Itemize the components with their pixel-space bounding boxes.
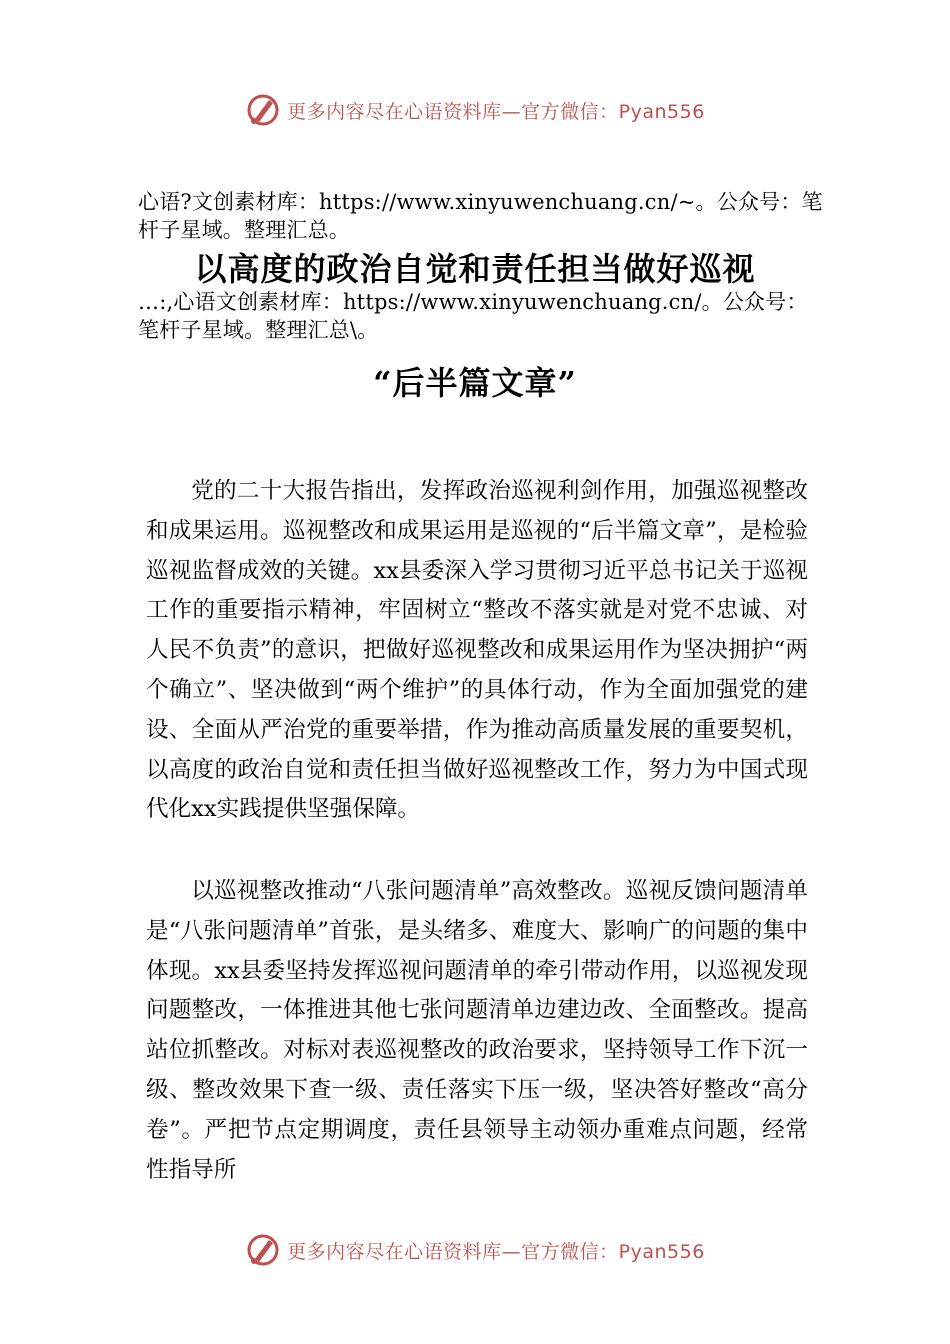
source-note-2: …:,心语文创素材库：https://www.xinyuwenchuang.cn/。公众号：笔杆子星域。整理汇总\。 bbox=[138, 290, 808, 342]
document-title-line-2: “后半篇文章” bbox=[373, 364, 577, 402]
body-paragraph: 党的二十大报告指出，发挥政治巡视利剑作用，加强巡视整改和成果运用。巡视整改和成果运用是巡视的“后半篇文章”，是检验巡视监督成效的关键。xx县委深入学习贯彻习近平总书记关于巡视工作的重要指示精神，牢固树立“整改不落实就是对党不忠诚、对人民不负责”的意识，把做好巡视整改和成果运用作为坚决拥护“两个确立”、坚决做到“两个维护”的具体行动，作为全面加强党的建设、全面从严治党的重要举措，作为推动高质量发展的重要契机，以高度的政治自觉和责任担当做好巡视整改工作，努力为中国式现代化xx实践提供坚强保障。 bbox=[146, 478, 808, 823]
header-banner bbox=[0, 92, 950, 128]
pen-logo-icon bbox=[245, 92, 281, 128]
wechat-id: Pyan556 bbox=[618, 1240, 705, 1263]
pen-logo-icon bbox=[245, 1232, 281, 1268]
footer-banner bbox=[0, 1232, 950, 1268]
banner-text: 更多内容尽在心语资料库—官方微信：Pyan556 bbox=[287, 100, 705, 123]
source-note-1: 心语?文创素材库：https://www.xinyuwenchuang.cn/~。公众号：笔杆子星域。整理汇总。 bbox=[138, 190, 823, 242]
body-paragraph: 以巡视整改推动“八张问题清单”高效整改。巡视反馈问题清单是“八张问题清单”首张，是头绪多、难度大、影响广的问题的集中体现。xx县委坚持发挥巡视问题清单的牵引带动作用，以巡视发现问题整改，一体推进其他七张问题清单边建边改、全面整改。提高站位抓整改。对标对表巡视整改的政治要求，坚持领导工作下沉一级、整改效果下查一级、责任落实下压一级，坚决答好整改“高分卷”。严把节点定期调度，责任县领导主动领办重难点问题，经常性指导所 bbox=[146, 878, 808, 1183]
banner-text: 更多内容尽在心语资料库—官方微信：Pyan556 bbox=[287, 1240, 705, 1263]
document-title-line-1: 以高度的政治自觉和责任担当做好巡视 bbox=[194, 250, 756, 288]
wechat-id: Pyan556 bbox=[618, 100, 705, 123]
